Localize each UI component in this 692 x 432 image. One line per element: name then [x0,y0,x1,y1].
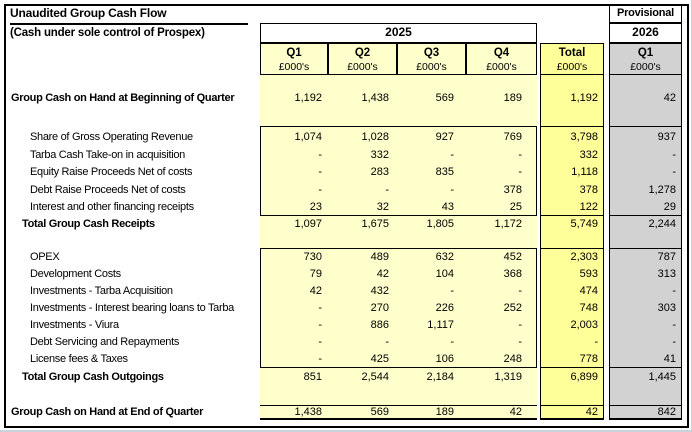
row-label: Interest and other financing receipts [30,201,194,213]
row-label: Investments - Viura [30,319,119,331]
cell-value: 189 [503,92,522,104]
row-label: Total Group Cash Receipts [22,218,155,230]
cell-value: - [518,319,522,331]
cell-value: 378 [503,184,522,196]
year-2026-header: 2026 [609,23,682,43]
cell-value: 189 [435,406,454,418]
cell-value: - [518,149,522,161]
report-subtitle: (Cash under sole control of Prospex) [10,27,205,39]
cell-value: 474 [579,285,598,297]
cell-value: 835 [435,166,454,178]
cell-value: 104 [435,268,454,280]
cell-value: 1,192 [570,92,598,104]
unit-label: £000's [416,61,447,73]
cell-value: 489 [370,251,389,263]
cell-value: 23 [309,201,322,213]
cell-value: 569 [370,406,389,418]
cell-value: 1,118 [571,166,598,178]
cell-value: 42 [663,92,676,104]
cell-value: 2,003 [570,319,598,331]
cell-value: 332 [370,149,389,161]
cell-value: - [450,184,454,196]
cell-value: 842 [657,406,676,418]
cell-value: 2,244 [648,218,676,230]
cell-value: 632 [435,251,454,263]
cell-value: 1,445 [648,371,676,383]
cell-value: - [672,166,676,178]
cell-value: 248 [503,353,522,365]
row-label: Tarba Cash Take-on in acquisition [30,149,185,161]
cell-value: 5,749 [570,218,598,230]
cell-value: 432 [370,285,389,297]
cell-value: 1,438 [361,92,389,104]
cell-value: 41 [663,353,676,365]
cell-value: - [318,319,322,331]
row-label: Investments - Tarba Acquisition [30,285,173,297]
unit-label: £000's [278,61,310,73]
report-frame [4,4,689,428]
unit-label: £000's [486,61,517,73]
quarter-label: Q3 [423,47,440,59]
cell-value: 3,798 [570,131,598,143]
cell-value: 368 [503,268,522,280]
cell-value: 2,184 [426,371,454,383]
provisional-header: Provisional [609,4,682,23]
cell-value: - [672,336,676,348]
cell-value: 29 [663,201,676,213]
cell-value: - [672,319,676,331]
cell-value: 303 [657,302,676,314]
cell-value: 32 [376,201,389,213]
cell-value: - [385,184,389,196]
cell-value: - [518,285,522,297]
cell-value: 332 [579,149,598,161]
cell-value: 43 [441,201,454,213]
cell-value: 769 [503,131,522,143]
cell-value: 252 [503,302,522,314]
quarter-label: Q4 [493,47,510,59]
cell-value: 937 [657,131,676,143]
cell-value: 1,172 [494,218,522,230]
quarter-label: Q1 [286,47,302,59]
cell-value: 851 [303,371,322,383]
cell-value: 1,074 [294,131,322,143]
cell-value: - [385,336,389,348]
quarter-label: Q2 [354,47,371,59]
cell-value: 1,438 [294,406,322,418]
year-2025-header: 2025 [260,23,537,43]
unit-label: £000's [347,61,378,73]
cell-value: 42 [309,285,322,297]
cell-value: 2,303 [570,251,598,263]
cell-value: 42 [376,268,389,280]
cell-value: 1,117 [427,319,454,331]
total-label: Total [558,47,586,59]
cell-value: 593 [579,268,598,280]
cell-value: - [318,149,322,161]
cell-value: - [594,336,598,348]
cell-value: 425 [370,353,389,365]
row-label: Equity Raise Proceeds Net of costs [30,166,193,178]
cell-value: - [318,353,322,365]
cell-value: 886 [370,319,389,331]
row-label: Debt Raise Proceeds Net of costs [30,184,186,196]
cell-value: 730 [303,251,322,263]
cell-value: 6,899 [570,371,598,383]
row-label: Development Costs [30,268,121,280]
cell-value: 122 [579,201,598,213]
cell-value: 2,544 [361,371,389,383]
cell-value: - [518,166,522,178]
cell-value: - [672,285,676,297]
cell-value: 378 [579,184,598,196]
cell-value: 25 [509,201,522,213]
cell-value: 270 [370,302,389,314]
cell-value: 927 [435,131,454,143]
cell-value: 1,319 [494,371,522,383]
cell-value: - [318,166,322,178]
cell-value: - [672,149,676,161]
cell-value: 42 [585,406,598,418]
cell-value: 1,805 [426,218,454,230]
cell-value: - [518,336,522,348]
cell-value: 313 [657,268,676,280]
cell-value: 569 [435,92,454,104]
row-label: License fees & Taxes [30,353,128,365]
cell-value: 226 [435,302,454,314]
cell-value: 452 [503,251,522,263]
unit-label: £000's [630,61,661,73]
cell-value: 748 [579,302,598,314]
quarter-label: Q1 [637,47,654,59]
row-label: Group Cash on Hand at Beginning of Quarter [11,92,235,104]
cell-value: 778 [579,353,598,365]
cell-value: 787 [657,251,676,263]
cell-value: 1,278 [648,184,676,196]
cell-value: 42 [509,406,522,418]
cell-value: 1,097 [294,218,322,230]
cell-value: - [450,149,454,161]
cell-value: 283 [370,166,389,178]
cell-value: 1,028 [361,131,389,143]
cell-value: 1,675 [361,218,389,230]
cell-value: - [318,302,322,314]
cell-value: - [450,336,454,348]
row-label: Total Group Cash Outgoings [22,371,164,383]
cell-value: - [318,184,322,196]
cell-value: 1,192 [294,92,322,104]
row-label: Investments - Interest bearing loans to Tarba [30,302,234,314]
cell-value: - [450,285,454,297]
row-label: OPEX [30,251,60,263]
unit-label: £000's [556,61,588,73]
row-label: Share of Gross Operating Revenue [30,131,193,143]
row-label: Debt Servicing and Repayments [30,336,180,348]
cell-value: 106 [435,353,454,365]
row-label: Group Cash on Hand at End of Quarter [11,406,204,418]
cell-value: - [318,336,322,348]
report-title: Unaudited Group Cash Flow [10,6,248,25]
cell-value: 79 [309,268,322,280]
